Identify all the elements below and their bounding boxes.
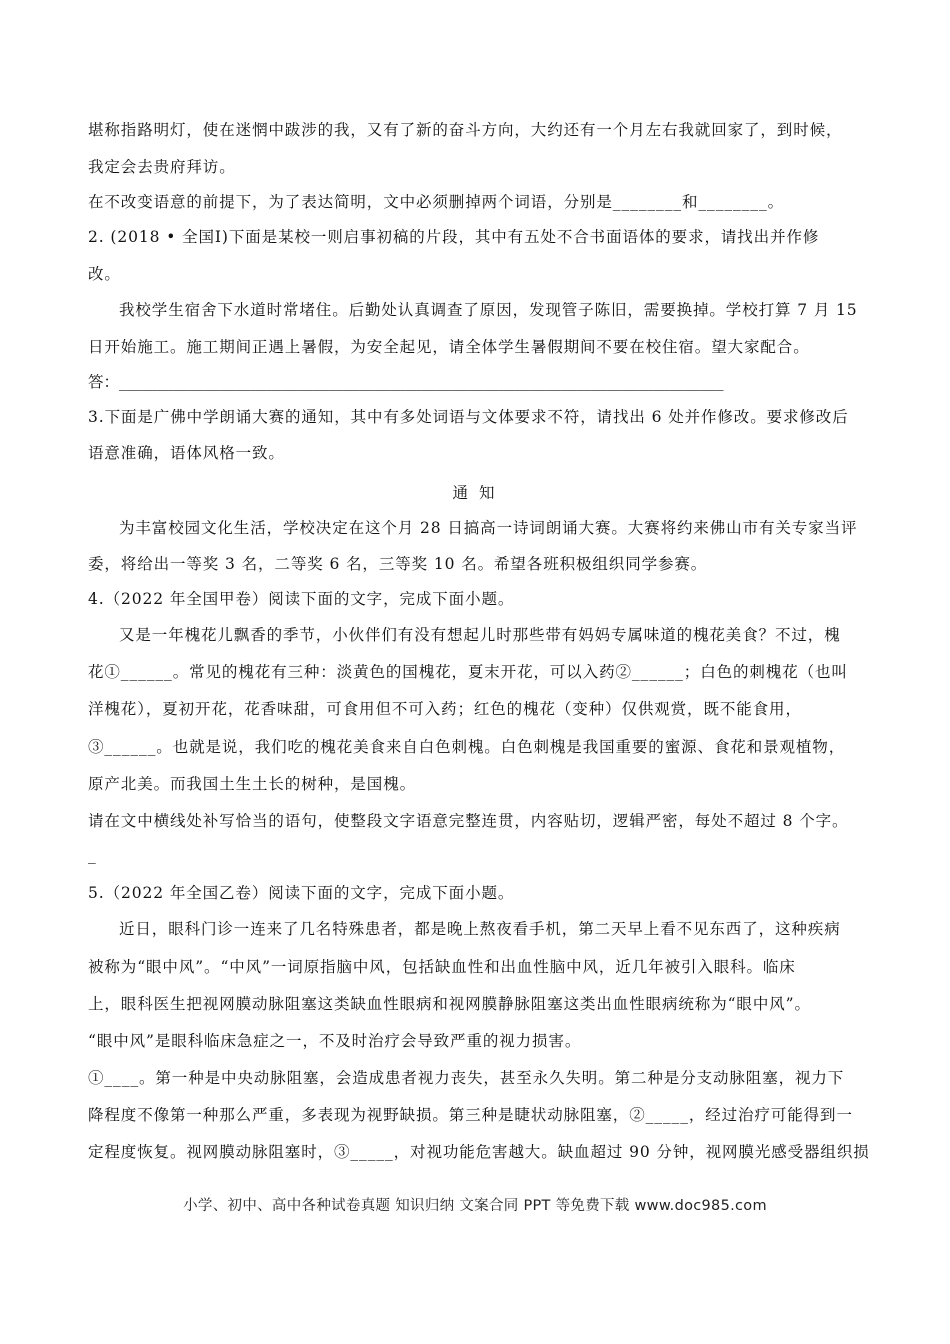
passage-line: 洋槐花），夏初开花，花香味甜，可食用但不可入药；红色的槐花（变种）仅供观赏，既不能食用， <box>88 700 802 718</box>
answer-line: 答：______________________________________________________________________________ <box>88 373 724 391</box>
question-3-line: 3.下面是广佛中学朗诵大赛的通知，其中有多处词语与文体要求不符，请找出 6 处并作修改。要求修改后 <box>88 408 849 426</box>
passage-line: 又是一年槐花儿飘香的季节，小伙伴们有没有想起儿时那些带有妈妈专属味道的槐花美食？不过，槐 <box>119 626 841 644</box>
passage-line: 定程度恢复。视网膜动脉阻塞时，③_____，对视功能危害越大。缺血超过 90 分钟，视网膜光感受器组织损 <box>88 1143 870 1161</box>
passage-line: 降程度不像第一种那么严重，多表现为视野缺损。第三种是睫状动脉阻塞，②_____，经过治疗可能得到一 <box>88 1106 853 1124</box>
passage-line: 上，眼科医生把视网膜动脉阻塞这类缺血性眼病和视网膜静脉阻塞这类出血性眼病统称为“眼中风”。 <box>88 995 811 1013</box>
passage-line: 原产北美。而我国土生土长的树种，是国槐。 <box>88 775 417 793</box>
notice-text-line: 委，将给出一等奖 3 名，二等奖 6 名，三等奖 10 名。希望各班积极组织同学参赛。 <box>88 555 708 573</box>
text-line: 在不改变语意的前提下，为了表达简明，文中必须删掉两个词语，分别是________和________。 <box>88 193 785 211</box>
text-line: 堪称指路明灯，使在迷惘中跋涉的我，又有了新的奋斗方向，大约还有一个月左右我就回家了，到时候， <box>88 121 843 139</box>
passage-line: ③______。也就是说，我们吃的槐花美食来自白色刺槐。白色刺槐是我国重要的蜜源、食花和景观植物， <box>88 738 846 756</box>
notice-title: 通 知 <box>452 484 498 502</box>
page-footer: 小学、初中、高中各种试卷真题 知识归纳 文案合同 PPT 等免费下载 www.doc985.com <box>183 1198 767 1214</box>
passage-line: ①____。第一种是中央动脉阻塞，会造成患者视力丧失，甚至永久失明。第二种是分支动脉阻塞，视力下 <box>88 1069 845 1087</box>
text-line: 改。 <box>88 265 121 283</box>
question-5-line: 5.（2022 年全国乙卷）阅读下面的文字，完成下面小题。 <box>88 884 515 902</box>
notice-text-line: 我校学生宿舍下水道时常堵住。后勤处认真调查了原因，发现管子陈旧，需要换掉。学校打算 7 月 15 <box>119 301 858 319</box>
question-4-line: 4.（2022 年全国甲卷）阅读下面的文字，完成下面小题。 <box>88 590 515 608</box>
passage-line: 近日，眼科门诊一连来了几名特殊患者，都是晚上熬夜看手机，第二天早上看不见东西了，这种疾病 <box>119 920 841 938</box>
question-2-line: 2. (2018 • 全国Ⅰ)下面是某校一则启事初稿的片段，其中有五处不合书面语体的要求，请找出并作修 <box>88 228 820 246</box>
text-line: 我定会去贵府拜访。 <box>88 158 236 176</box>
passage-line: 花①______。常见的槐花有三种：淡黄色的国槐花，夏末开花，可以入药②______；白色的刺槐花（也叫 <box>88 663 848 681</box>
instruction-line: 请在文中横线处补写恰当的语句，使整段文字语意完整连贯，内容贴切，逻辑严密，每处不超过 8 个字。 <box>88 812 849 830</box>
text-line: 语意准确，语体风格一致。 <box>88 444 285 462</box>
passage-line: “眼中风”是眼科临床急症之一，不及时治疗会导致严重的视力损害。 <box>88 1032 582 1050</box>
notice-text-line: 日开始施工。施工期间正遇上暑假，为安全起见，请全体学生暑假期间不要在校住宿。望大家配合。 <box>88 338 810 356</box>
answer-blank: _ <box>88 846 97 864</box>
notice-text-line: 为丰富校园文化生活，学校决定在这个月 28 日搞高一诗词朗诵大赛。大赛将约来佛山市有关专家当评 <box>119 519 858 537</box>
passage-line: 被称为“眼中风”。“中风”一词原指脑中风，包括缺血性和出血性脑中风，近几年被引入眼科。临床 <box>88 958 796 976</box>
